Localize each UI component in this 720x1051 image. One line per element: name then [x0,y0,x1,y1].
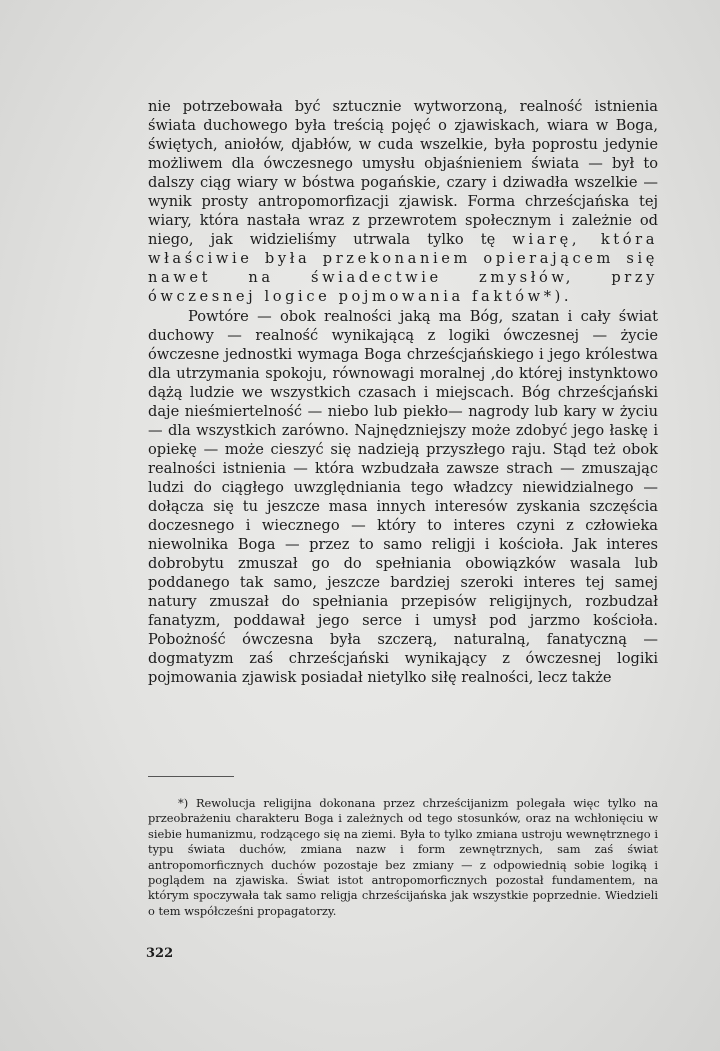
footnote: *) Rewolucja religijna dokonana przez chrześcijanizm polegała więc tylko na przeobrażeniu charakteru Boga i zależnych od tego stosunków, oraz na wchłonięciu w siebie humanizmu, rodzącego się na ziemi. Była to tylko zmiana ustroju wewnętrznego i typu świata duchów, zmiana nazw i form zewnętrznych, sam zaś świat antropomorficznych duchów pozostaje bez zmiany — z odpowiednią sobie logiką i poglądem na zjawiska. Świat istot antropomorficznych pozostał fundamentem, na którym spoczywała tak samo religja chrześcijańska jak wszystkie poprzednie. Wiedzieli o tem współcześni propagatorzy. [148,796,658,918]
paragraph-1-text: nie potrzebowała być sztucznie wytworzoną, realność istnienia świata duchowego była treścią pojęć o zjawiskach, wiara w Boga, świętych, aniołów, djabłów, w cuda wszelkie, była poprostu jedynie możliwem dla ówczesnego umysłu objaśnieniem świata — był to dalszy ciąg wiary w bóstwa pogańskie, czary i dziwadła wszelkie — wynik prosty antropomorfizacji zjawisk. Forma chrześcjańska tej wiary, która nastała wraz z przewrotem społecznym i zależnie od niego, jak widzieliśmy utrwala tylko tę [148,98,658,249]
paragraph-1 [148,97,658,307]
main-text [148,97,658,687]
paragraph-2: Powtóre — obok realności jaką ma Bóg, szatan i cały świat duchowy — realność wynikającą z logiki ówczesnej — życie ówczesne jednostki wymaga Boga chrześcjańskiego i jego królestwa dla utrzymania spokoju, równowagi moralnej ,do której instynktowo dążą ludzie we wszystkich czasach i miejscach. Bóg chrześcjański daje nieśmiertelność — niebo lub piekło— nagrody lub kary w życiu — dla wszystkich zarówno. Najnędzniejszy może zdobyć jego łaskę i opiekę — może cieszyć się nadzieją przyszłego raju. Stąd też obok realności istnienia — która wzbudzała zawsze strach — zmuszając ludzi do ciągłego uwzględniania tego władzcy niewidzialnego — dołącza się tu jeszcze masa innych interesów zyskania szczęścia doczesnego i wiecznego — który to interes czyni z człowieka niewolnika Boga — przez to samo religji i kościoła. Jak interes dobrobytu zmuszał go do spełniania obowiązków wasala lub poddanego tak samo, jeszcze bardziej szeroki interes tej samej natury zmuszał do spełniania przepisów religijnych, rozbudzał fanatyzm, poddawał jego serce i umysł pod jarzmo kościoła. Pobożność ówczesna była szczerą, naturalną, fanatyczną — dogmatyzm zaś chrześcjański wynikający z ówczesnej logiki pojmowania zjawisk posiadał nietylko siłę realności, lecz także [148,307,658,687]
footnote-divider [148,776,234,777]
page-number: 322 [146,946,174,961]
paragraph-1-emphasis: wiarę, która właściwie była przekonaniem opierającem się nawet na świadectwie zmysłów, przy ówczesnej logice pojmowania faktów*). [148,231,658,306]
